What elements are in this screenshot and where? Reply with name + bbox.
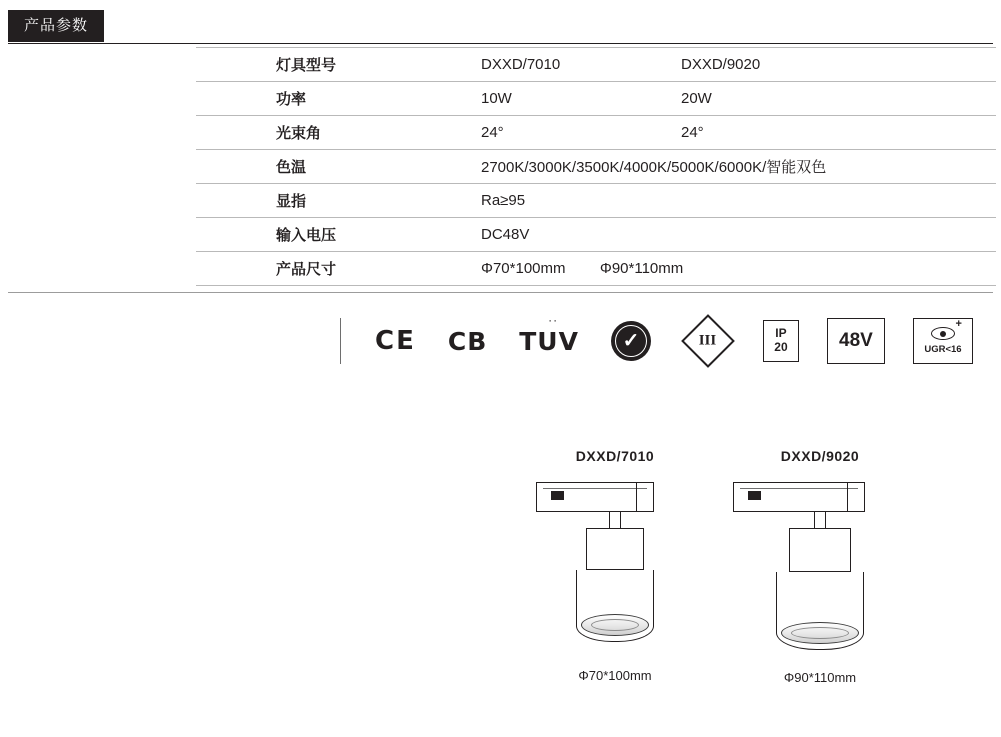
track-line bbox=[543, 488, 647, 489]
track-bar bbox=[536, 482, 654, 512]
eye-icon bbox=[931, 318, 962, 340]
rcm-check: ✓ bbox=[622, 330, 640, 352]
spec-label: 灯具型号 bbox=[196, 48, 476, 82]
product-model-label: DXXD/9020 bbox=[780, 448, 860, 464]
product-figure-7010 bbox=[500, 448, 730, 683]
ugr-box bbox=[913, 318, 973, 364]
product-size-caption: Φ70*100mm bbox=[578, 668, 652, 683]
spec-label: 色温 bbox=[196, 150, 476, 184]
spec-value-power-2: 20W bbox=[676, 82, 996, 116]
voltage-box: 48V bbox=[827, 318, 885, 364]
table-row bbox=[196, 82, 996, 116]
fixture-body bbox=[789, 528, 851, 572]
ce-label: CE bbox=[375, 326, 416, 356]
spec-label: 功率 bbox=[196, 82, 476, 116]
table-row bbox=[196, 218, 996, 252]
rcm-badge bbox=[611, 321, 651, 361]
spec-label: 输入电压 bbox=[196, 218, 476, 252]
spec-value-dimensions bbox=[476, 252, 996, 286]
spec-value-beam-2: 24° bbox=[676, 116, 996, 150]
product-model-label: DXXD/7010 bbox=[575, 448, 655, 464]
spec-label: 产品尺寸 bbox=[196, 252, 476, 286]
cb-icon bbox=[432, 310, 503, 372]
rcm-ring bbox=[615, 325, 647, 357]
fixture-neck bbox=[609, 512, 621, 528]
cert-divider bbox=[340, 318, 341, 364]
table-row bbox=[196, 150, 996, 184]
dimension-1: Φ70*100mm bbox=[481, 260, 566, 277]
tuv-icon bbox=[503, 310, 595, 372]
tuv-label: TUV bbox=[519, 326, 579, 356]
spec-table bbox=[196, 47, 996, 286]
spec-label: 显指 bbox=[196, 184, 476, 218]
certification-strip bbox=[340, 306, 1001, 376]
title-divider bbox=[8, 43, 993, 44]
ip-rating-box bbox=[763, 320, 799, 362]
class-three-diamond bbox=[681, 314, 735, 368]
track-connector bbox=[551, 491, 564, 500]
track-bar bbox=[733, 482, 865, 512]
table-row bbox=[196, 48, 996, 82]
fixture-barrel bbox=[576, 570, 654, 642]
track-line bbox=[740, 488, 858, 489]
fixture-lens bbox=[581, 614, 649, 636]
fixture-barrel bbox=[776, 572, 864, 650]
ugr-label: UGR<16 bbox=[924, 344, 962, 355]
ugr-icon bbox=[899, 310, 987, 372]
fixture-body bbox=[586, 528, 644, 570]
track-endcap bbox=[636, 483, 653, 511]
spec-value-model-2: DXXD/9020 bbox=[676, 48, 996, 82]
spec-label: 光束角 bbox=[196, 116, 476, 150]
dimension-2: Φ90*110mm bbox=[599, 260, 684, 277]
eye-shape bbox=[931, 327, 955, 340]
ce-icon bbox=[359, 310, 432, 372]
section-title: 产品参数 bbox=[8, 10, 104, 42]
spec-value-cct: 2700K/3000K/3500K/4000K/5000K/6000K/智能双色 bbox=[476, 150, 996, 184]
plus-sign: + bbox=[955, 318, 962, 330]
class-three-label: III bbox=[699, 332, 717, 349]
ip-label-bottom: 20 bbox=[774, 340, 788, 354]
table-row bbox=[196, 184, 996, 218]
spec-value-power-1: 10W bbox=[476, 82, 676, 116]
rcm-icon bbox=[595, 310, 667, 372]
ip-label-top: IP bbox=[775, 326, 787, 341]
product-drawing bbox=[500, 482, 730, 642]
track-connector bbox=[748, 491, 761, 500]
voltage-icon bbox=[813, 310, 899, 372]
spec-value-voltage: DC48V bbox=[476, 218, 996, 252]
beam-icon bbox=[987, 310, 1001, 372]
table-row bbox=[196, 116, 996, 150]
fixture-neck bbox=[814, 512, 826, 528]
product-drawing bbox=[705, 482, 935, 650]
product-figure-9020 bbox=[705, 448, 935, 685]
fixture-lens bbox=[781, 622, 859, 644]
table-row bbox=[196, 252, 996, 286]
ip-rating-icon bbox=[749, 310, 813, 372]
class-three-icon bbox=[667, 310, 749, 372]
tuv-umlaut: ·· bbox=[548, 313, 559, 327]
spec-value-beam-1: 24° bbox=[476, 116, 676, 150]
cb-label: CB bbox=[447, 326, 488, 356]
content-divider bbox=[8, 292, 993, 293]
track-endcap bbox=[847, 483, 864, 511]
product-size-caption: Φ90*110mm bbox=[783, 670, 857, 685]
spec-value-cri: Ra≥95 bbox=[476, 184, 996, 218]
spec-value-model-1: DXXD/7010 bbox=[476, 48, 676, 82]
